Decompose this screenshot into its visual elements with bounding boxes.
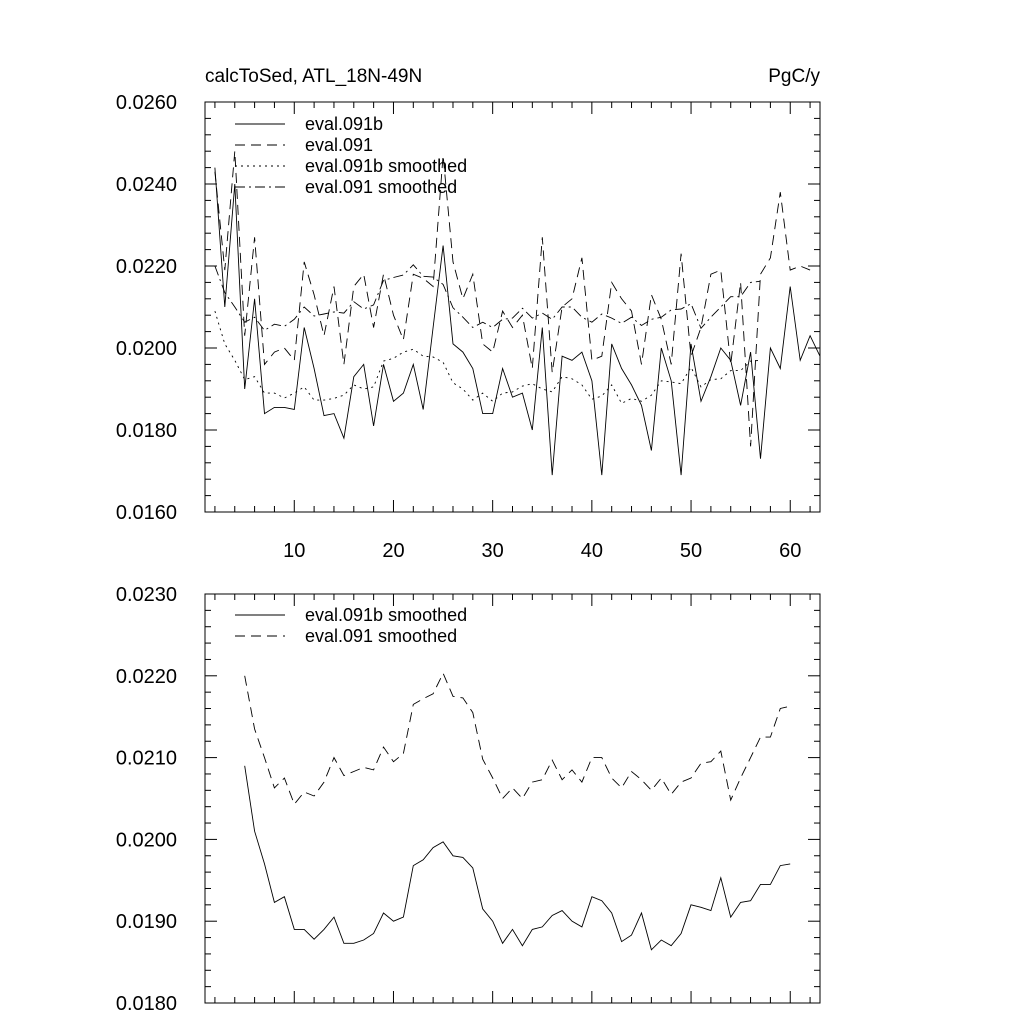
x-tick-label: 40 (580, 540, 603, 562)
x-tick-label: 10 (283, 540, 306, 562)
x-tick-label: 50 (679, 540, 703, 562)
y-tick-label: 0.0260 (115, 92, 177, 114)
x-tick-label: 30 (481, 540, 504, 562)
x-tick-label: 60 (779, 540, 802, 562)
legend-label: eval.091 smoothed (305, 626, 458, 646)
y-tick-label: 0.0190 (115, 911, 177, 934)
units-label: PgC/y (768, 66, 820, 87)
y-tick-label: 0.0200 (115, 829, 177, 852)
y-tick-label: 0.0180 (115, 420, 177, 442)
x-tick-label: 20 (382, 540, 405, 562)
legend-label: eval.091b smoothed (305, 156, 468, 176)
y-tick-label: 0.0210 (115, 747, 177, 770)
plot-frame (205, 102, 820, 512)
bottom-panel (116, 584, 820, 1015)
plot-frame (205, 594, 820, 1003)
legend-label: eval.091b smoothed (305, 605, 468, 625)
y-tick-label: 0.0220 (115, 665, 177, 688)
series-line-4 (215, 265, 761, 331)
series-line-2 (245, 673, 791, 804)
legend-label: eval.091b (305, 114, 384, 134)
top-panel (116, 66, 821, 562)
y-tick-label: 0.0230 (115, 584, 177, 606)
y-tick-label: 0.0240 (115, 174, 177, 196)
chart-title: calcToSed, ATL_18N-49N (205, 66, 423, 87)
legend-label: eval.091 (305, 135, 374, 155)
y-tick-label: 0.0160 (115, 502, 177, 524)
y-tick-label: 0.0200 (115, 338, 177, 360)
legend-label: eval.091 smoothed (305, 177, 458, 197)
y-tick-label: 0.0220 (115, 256, 177, 278)
y-tick-label: 0.0180 (115, 993, 177, 1015)
